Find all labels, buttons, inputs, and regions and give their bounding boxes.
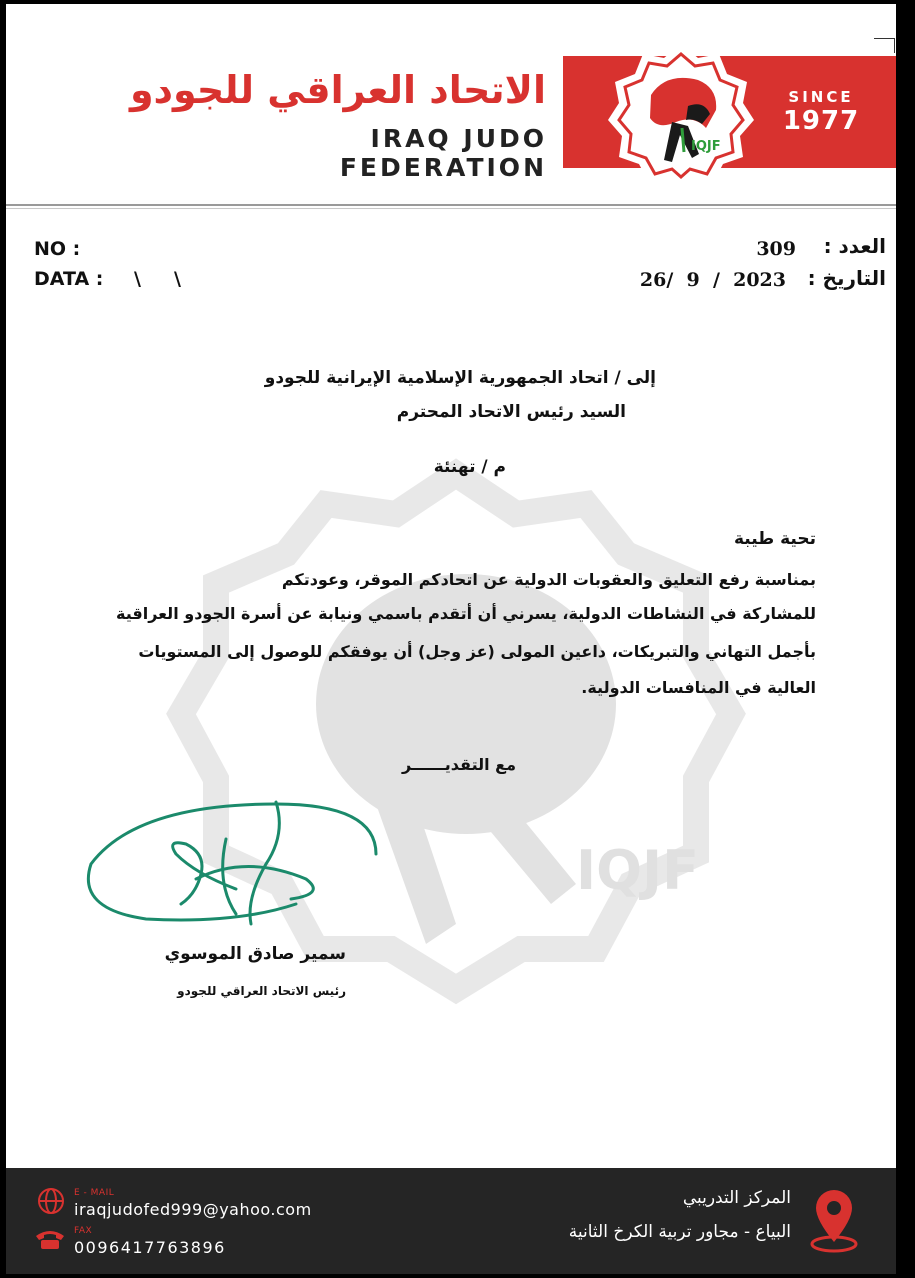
header-divider [6, 204, 896, 206]
fax-value: 0096417763896 [74, 1238, 226, 1257]
footer-bar [6, 1168, 896, 1274]
body-line: للمشاركة في النشاطات الدولية، يسرني أن أتقدم باسمي ونيابة عن أسرة الجودو العراقية [116, 604, 816, 623]
federation-title-ar: الاتحاد العراقي للجودو [129, 68, 546, 112]
logo-text: IQJF [691, 139, 721, 154]
globe-icon [36, 1186, 66, 1216]
email-label: E - MAIL [74, 1188, 115, 1198]
signer-name: سمير صادق الموسوي [164, 944, 346, 964]
since-label: SINCE [788, 88, 854, 106]
number-value: 309 [756, 238, 796, 260]
federation-logo [606, 40, 756, 190]
number-label-en: NO : [34, 238, 81, 260]
address-line-2: البياع - مجاور تربية الكرخ الثانية [568, 1222, 791, 1242]
letter-page [6, 4, 896, 1274]
handwritten-signature [76, 794, 406, 934]
phone-icon [34, 1228, 66, 1250]
federation-title-en: IRAQ JUDO FEDERATION [339, 124, 547, 182]
date-label-en: DATA : [34, 268, 104, 290]
recipient-line: إلى / اتحاد الجمهورية الإسلامية الإيرانية للجودو [264, 368, 656, 388]
email-value[interactable]: iraqjudofed999@yahoo.com [74, 1200, 312, 1219]
header-divider-secondary [6, 208, 896, 209]
closing-line: مع التقديــــــر [402, 755, 516, 774]
subject-line: م / تهنئة [433, 457, 506, 477]
fax-label: FAX [74, 1226, 93, 1236]
body-line: العالية في المنافسات الدولية. [581, 678, 816, 697]
date-label-ar: التاريخ : [807, 266, 886, 290]
greeting-line: تحية طيبة [733, 529, 816, 549]
signer-title: رئيس الاتحاد العراقي للجودو [177, 984, 346, 998]
body-line: بأجمل التهاني والتبريكات، داعين المولى (عز وجل) أن يوفقكم للوصول إلى المستويات [138, 642, 816, 661]
addressee-line: السيد رئيس الاتحاد المحترم [396, 402, 626, 422]
location-pin-icon [806, 1186, 862, 1256]
date-blank-slashes: \ \ [134, 268, 181, 290]
watermark-text: IQJF [576, 839, 699, 902]
address-line-1: المركز التدريبي [682, 1188, 791, 1208]
number-label-ar: العدد : [823, 234, 886, 258]
body-line: بمناسبة رفع التعليق والعقوبات الدولية عن اتحادكم الموقر، وعودتكم [281, 570, 816, 589]
since-year: 1977 [782, 106, 860, 136]
date-value: 26/ 9 / 2023 [639, 269, 786, 291]
corner-mark [874, 38, 895, 53]
